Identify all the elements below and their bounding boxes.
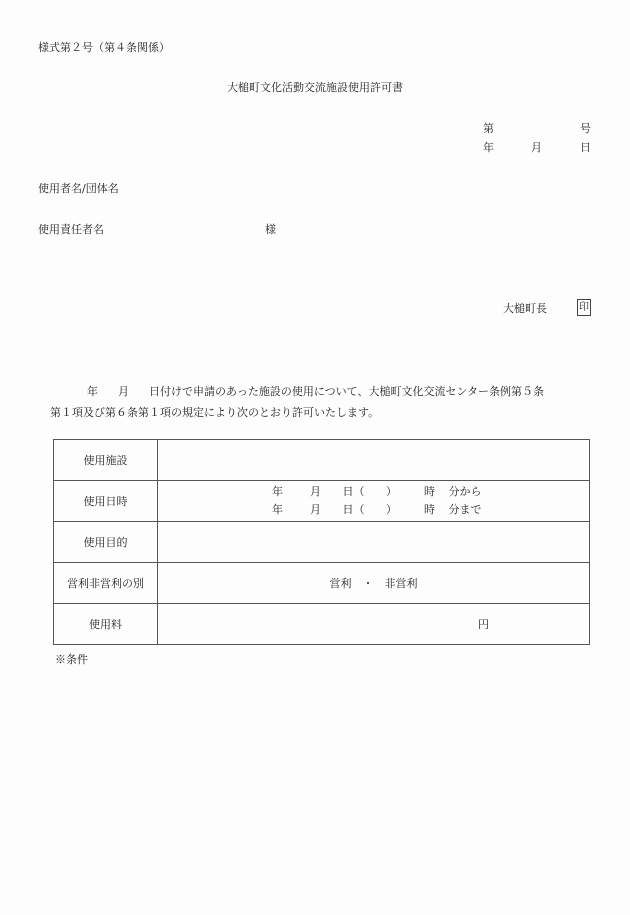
fee-value: 円 <box>158 604 590 645</box>
body-year: 年 <box>87 385 98 398</box>
table-row <box>54 481 590 522</box>
table-row <box>54 563 590 604</box>
issue-month: 月 <box>531 141 542 154</box>
issue-number-prefix: 第 <box>483 122 494 135</box>
body-line2: 第１項及び第６条第１項の規定により次のとおり許可いたします。 <box>50 406 380 419</box>
datetime-from: 年 月 日（ ） 時 分から <box>272 485 482 498</box>
datetime-label: 使用日時 <box>54 481 158 522</box>
profit-type-label: 営利非営利の別 <box>54 563 158 604</box>
purpose-label: 使用目的 <box>54 522 158 563</box>
table-row <box>54 604 590 645</box>
issue-year: 年 <box>483 141 494 154</box>
issue-day: 日 <box>580 141 591 154</box>
permit-statement <box>50 381 595 423</box>
seal-icon: 印 <box>577 299 591 316</box>
responsible-person-label: 使用責任者名 <box>38 223 104 236</box>
honorific: 様 <box>265 223 276 236</box>
conditions-label: ※条件 <box>55 653 88 666</box>
permit-details-table <box>53 439 590 645</box>
fee-label: 使用料 <box>54 604 158 645</box>
issue-number-suffix: 号 <box>580 122 591 135</box>
datetime-until: 年 月 日（ ） 時 分まで <box>272 503 482 516</box>
datetime-value <box>158 481 590 522</box>
body-line1: 日付けで申請のあった施設の使用について、大槌町文化交流センター条例第５条 <box>149 385 545 398</box>
purpose-value <box>158 522 590 563</box>
facility-label: 使用施設 <box>54 440 158 481</box>
user-group-name-label: 使用者名/団体名 <box>38 182 119 195</box>
table-row <box>54 522 590 563</box>
issuer-name: 大槌町長 <box>503 302 547 315</box>
form-number: 様式第２号（第４条関係） <box>38 41 170 54</box>
facility-value <box>158 440 590 481</box>
table-row <box>54 440 590 481</box>
profit-type-value: 営利 ・ 非営利 <box>158 563 590 604</box>
document-title: 大槌町文化活動交流施設使用許可書 <box>227 81 403 94</box>
body-month: 月 <box>118 385 129 398</box>
